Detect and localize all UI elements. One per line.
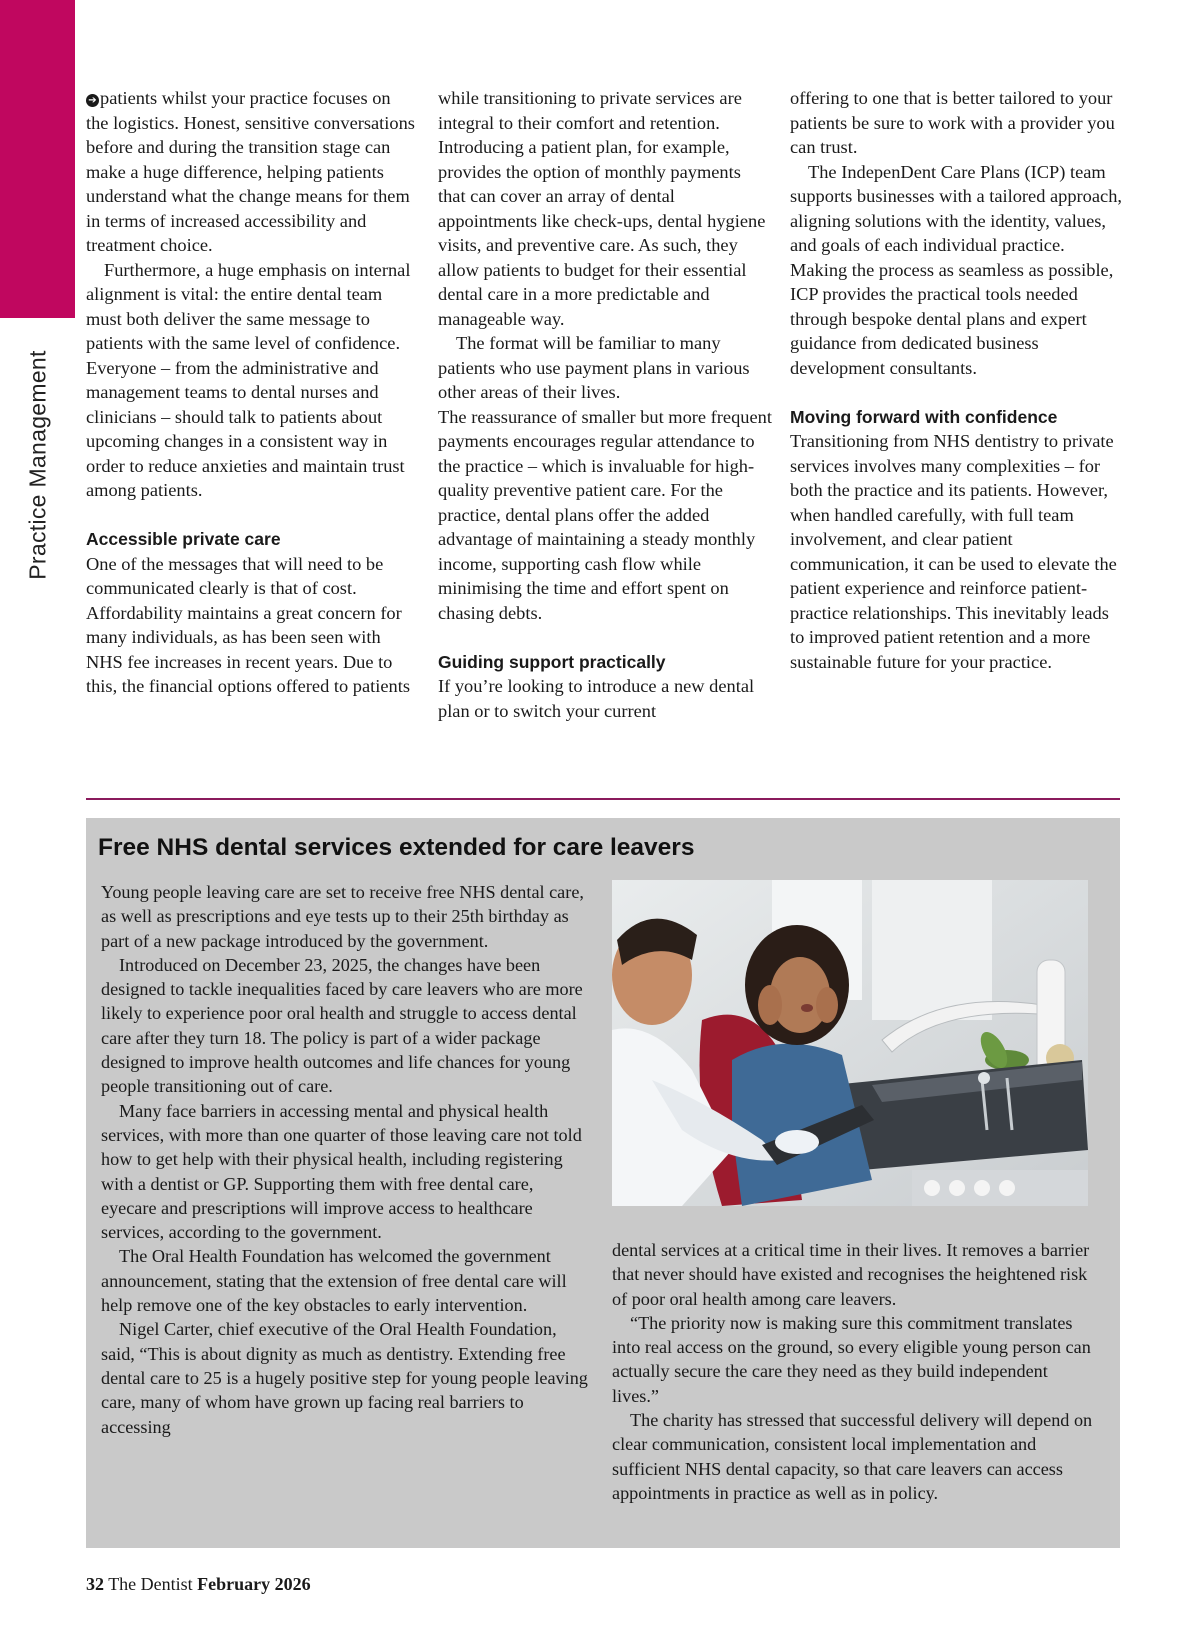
issue-date: February 2026 [197,1574,311,1594]
paragraph: ➔ patients whilst your practice focuses on the logistics. Honest, sensitive conversations before and during the transition stage can make a huge difference, helping patients understand what the change means for them in terms of increased accessibility and treatment choice. [86,88,415,255]
paragraph: The Oral Health Foundation has welcomed the government announcement, stating that the extension of free dental care will help remove one of the key obstacles to early intervention. [101,1246,567,1316]
paragraph: The reassurance of smaller but more frequent payments encourages regular attendance to the practice – which is invaluable for high-quality preventive patient care. For the practice, dental plans offer the added advantage of maintaining a steady monthly income, supporting cash flow while minimising the time and effort spent on chasing debts. [438,406,772,623]
magazine-name: The Dentist [108,1574,193,1594]
paragraph: while transitioning to private services are integral to their comfort and retention. Introducing a patient plan, for example, provides the option of monthly payments that can cover an array of dental appointments like check-ups, dental hygiene visits, and preventive care. As such, they allow patients to budget for their essential dental care in a more predictable and manageable way. [438,88,766,329]
subheading-guiding-support: Guiding support practically [438,651,666,672]
paragraph: One of the messages that will need to be communicated clearly is that of cost. Affordability maintains a great concern for many individuals, as has been seen with NHS fee increases in recent years. Due to this, the financial options offered to patients [86,553,410,696]
section-label: Practice Management [24,350,51,580]
paragraph: Transitioning from NHS dentistry to private services involves many complexities – for both the practice and its patients. However, when handled carefully, with full team involvement, and clear patient communication, it can be used to elevate the patient experience and reinforce patient-practice relationships. This inevitably leads to improved patient retention and a more sustainable future for your practice. [790,431,1117,672]
paragraph: The IndepenDent Care Plans (ICP) team supports businesses with a tailored approach, aligning solutions with the identity, values, and goals of each individual practice. Making the process as seamless as possible, ICP provides the practical tools needed through bespoke dental plans and expert guidance from dedicated business development consultants. [790,161,1122,378]
news-box-column-right [612,1238,1097,1505]
article-column-3 [790,86,1125,674]
paragraph: Young people leaving care are set to receive free NHS dental care, as well as prescriptions and eye tests up to their 25th birthday as part of a new package introduced by the government. [101,882,584,951]
subheading-accessible-private-care: Accessible private care [86,529,281,549]
dental-patient-photo [612,880,1088,1206]
paragraph: Furthermore, a huge emphasis on internal alignment is vital: the entire dental team must both deliver the same message to patients with the same level of confidence. Everyone – from the administrative and management teams to dental nurses and clinicians – should talk to patients about upcoming changes in a consistent way in order to reduce anxieties and maintain trust among patients. [86,259,411,500]
article-column-2 [438,86,773,723]
paragraph: If you’re looking to introduce a new dental plan or to switch your current [438,676,755,721]
continued-arrow-icon: ➔ [86,94,99,107]
paragraph: The charity has stressed that successful delivery will depend on clear communication, consistent local implementation and sufficient NHS dental capacity, so that care leavers can access appointments in practice as well as in policy. [612,1410,1093,1503]
news-box-title: Free NHS dental services extended for care leavers [98,834,695,861]
news-box [86,818,1120,1548]
paragraph: “The priority now is making sure this commitment translates into real access on the ground, so every eligible young person can actually secure the care they need as they build independent lives.” [612,1312,1091,1406]
paragraph: Introduced on December 23, 2025, the changes have been designed to tackle inequalities faced by care leavers who are more likely to experience poor oral health and struggle to access dental care after they turn 18. The policy is part of a wider package designed to improve health outcomes and life chances for young people transitioning out of care. [101,954,583,1097]
paragraph: dental services at a critical time in their lives. It removes a barrier that never should have existed and recognises the heightened risk of poor oral health among care leavers. [612,1240,1090,1309]
page-footer [86,1574,311,1595]
paragraph: The format will be familiar to many patients who use payment plans in various other areas of their lives. [438,333,750,402]
page-number: 32 [86,1574,104,1594]
paragraph: Nigel Carter, chief executive of the Oral Health Foundation, said, “This is about dignity as much as dentistry. Extending free dental care to 25 is a hugely positive step for young people leaving care, many of whom have grown up facing real barriers to accessing [101,1319,588,1437]
section-divider [86,798,1120,800]
paragraph: offering to one that is better tailored to your patients be sure to work with a provider you can trust. [790,88,1115,157]
subheading-moving-forward: Moving forward with confidence [790,406,1058,427]
section-color-bar [0,0,75,318]
paragraph: Many face barriers in accessing mental and physical health services, with more than one quarter of those leaving care not told how to get help with their physical health, including registering with a dentist or GP. Supporting them with free dental care, eyecare and prescriptions will improve access to healthcare services, according to the government. [101,1100,582,1243]
news-box-column-left [101,880,591,1439]
article-column-1 [86,86,416,699]
